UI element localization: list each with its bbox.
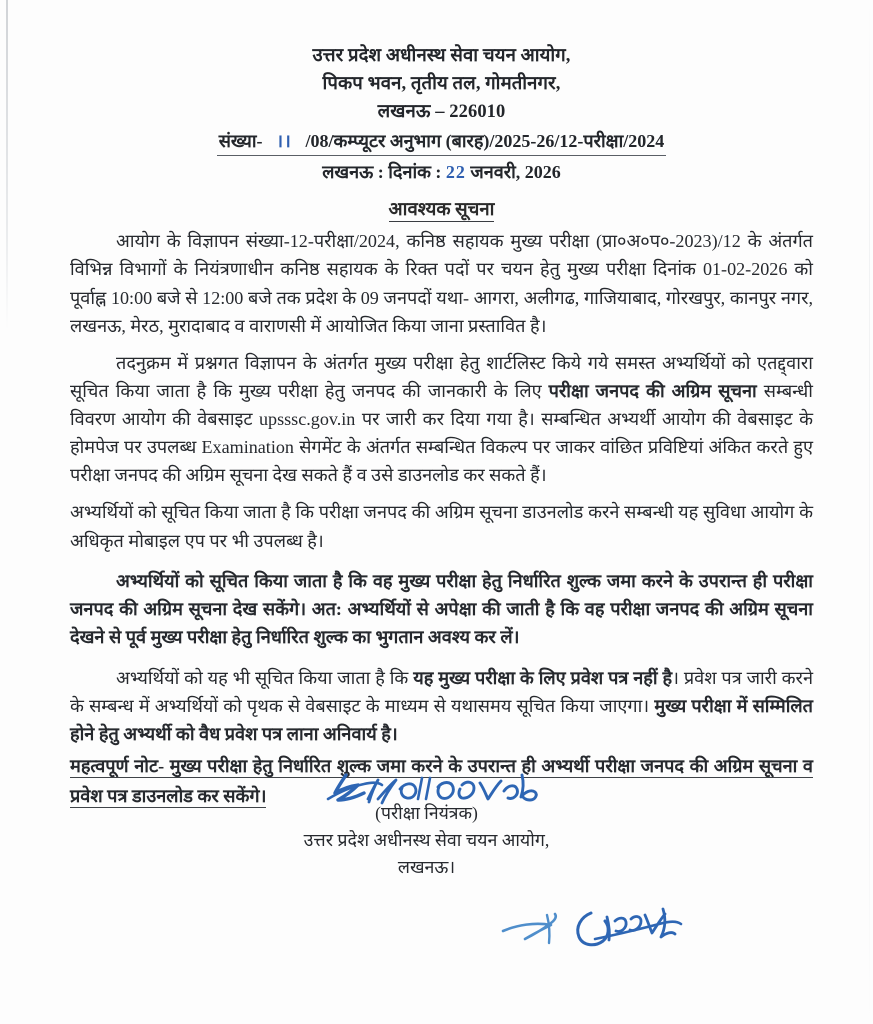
paragraph-1 <box>70 227 813 340</box>
org-line-3: लखनऊ – 226010 <box>377 102 506 123</box>
paragraph-5 <box>70 664 813 748</box>
signature-block <box>70 800 813 881</box>
paragraph-4 <box>70 567 813 651</box>
paragraph-2-bold: परीक्षा जनपद की अग्रिम सूचना <box>548 380 757 401</box>
org-line-2: पिकप भवन, तृतीय तल, गोमतीनगर, <box>322 74 561 95</box>
paragraph-5-text-b: । प्रवेश पत्र जारी करने के सम्बन्ध में अभ्यर्थियों को पृथक से वेबसाइट के माध्यम से यथासमय सूचित किया जाएगा। <box>70 668 814 717</box>
signatory-city: लखनऊ। <box>397 857 456 878</box>
scan-edge-left <box>6 0 8 330</box>
letterhead <box>70 42 813 126</box>
page-title <box>70 196 813 221</box>
date-prefix: लखनऊ : दिनांक : <box>322 162 442 183</box>
date-handwritten-day: 22 <box>445 162 466 183</box>
date-suffix: जनवरी, 2026 <box>470 162 561 183</box>
paragraph-5-text-a: अभ्यर्थियों को यह भी सूचित किया जाता है कि <box>116 668 414 689</box>
reference-number-row <box>70 129 813 156</box>
paragraph-2 <box>70 349 813 490</box>
paragraph-2-text-b: सम्बन्धी विवरण आयोग की वेबसाइट upsssc.gov.in पर जारी कर दिया गया है। सम्बन्धित अभ्यर्थी आयोग की वेबसाइट के होमपेज पर उपलब्ध Examination सेगमेंट के अंतर्गत सम्बन्धित विकल्प पर जाकर वांछित प्रविष्टियां अंकित करते हुए परीक्षा जनपद की अग्रिम सूचना देख सकते हैं व उसे डाउनलोड कर सकते हैं। <box>70 380 813 486</box>
paragraph-3-text: अभ्यर्थियों को सूचित किया जाता है कि परीक्षा जनपद की अग्रिम सूचना डाउनलोड करने सम्बन्धी यह सुविधा आयोग के अधिकृत मोबाइल एप पर भी उपलब्ध है। <box>70 502 813 551</box>
paragraph-2-text-a: तदनुक्रम में प्रश्नगत विज्ञापन के अंतर्गत मुख्य परीक्षा हेतु शार्टलिस्ट किये गये समस्त अभ्यर्थियों को एतद्द्वारा सूचित किया जाता है कि मुख्य परीक्षा हेतु जनपद की जानकारी के लिए <box>70 352 813 401</box>
scan-edge-right <box>869 0 870 1024</box>
paragraph-5-bold-1: यह मुख्य परीक्षा के लिए प्रवेश पत्र नहीं है <box>413 668 673 689</box>
paragraph-3 <box>70 498 813 554</box>
org-line-1: उत्तर प्रदेश अधीनस्थ सेवा चयन आयोग, <box>312 46 571 66</box>
date-row <box>70 160 813 184</box>
signatory-designation: (परीक्षा नियंत्रक) <box>375 803 478 823</box>
page-title-text: आवश्यक सूचना <box>388 200 495 221</box>
reference-rest: /08/कम्प्यूटर अनुभाग (बारह)/2025-26/12-परीक्षा/2024 <box>305 131 665 152</box>
important-note-text: महत्वपूर्ण नोट- मुख्य परीक्षा हेतु निर्धारित शुल्क जमा करने के उपरान्त ही अभ्यर्थी परीक्षा जनपद की अग्रिम सूचना व प्रवेश पत्र डाउनलोड कर सकेंगे। <box>70 756 813 806</box>
paragraph-5-bold-2: मुख्य परीक्षा में सम्मिलित होने हेतु अभ्यर्थी को वैध प्रवेश पत्र लाना अनिवार्य है। <box>70 696 813 745</box>
handwritten-signature-bottom <box>495 895 725 965</box>
reference-handwritten-number: ।। <box>276 131 292 152</box>
signatory-organisation: उत्तर प्रदेश अधीनस्थ सेवा चयन आयोग, <box>303 830 550 851</box>
paragraph-1-text: आयोग के विज्ञापन संख्या-12-परीक्षा/2024, कनिष्ठ सहायक मुख्य परीक्षा (प्रा०अ०प०-2023)/12 के अंतर्गत विभिन्न विभागों के नियंत्रणाधीन कनिष्ठ सहायक के रिक्त पदों पर चयन हेतु मुख्य परीक्षा दिनांक 01-02-2026 को पूर्वाह्न 10:00 बजे से 12:00 बजे तक प्रदेश के 09 जनपदों यथा- आगरा, अलीगढ, गाजियाबाद, गोरखपुर, कानपुर नगर, लखनऊ, मेरठ, मुरादाबाद व वाराणसी में आयोजित किया जाना प्रस्तावित है। <box>70 231 813 336</box>
paragraph-4-text: अभ्यर्थियों को सूचित किया जाता है कि वह मुख्य परीक्षा हेतु निर्धारित शुल्क जमा करने के उपरान्त ही परीक्षा जनपद की अग्रिम सूचना देख सकेंगे। अत: अभ्यर्थियों से अपेक्षा की जाती है कि वह परीक्षा जनपद की अग्रिम सूचना देखने से पूर्व मुख्य परीक्षा हेतु निर्धारित शुल्क का भुगतान अवश्य कर लें। <box>70 570 813 647</box>
reference-label: संख्या- <box>218 131 263 152</box>
document-content <box>70 42 813 811</box>
